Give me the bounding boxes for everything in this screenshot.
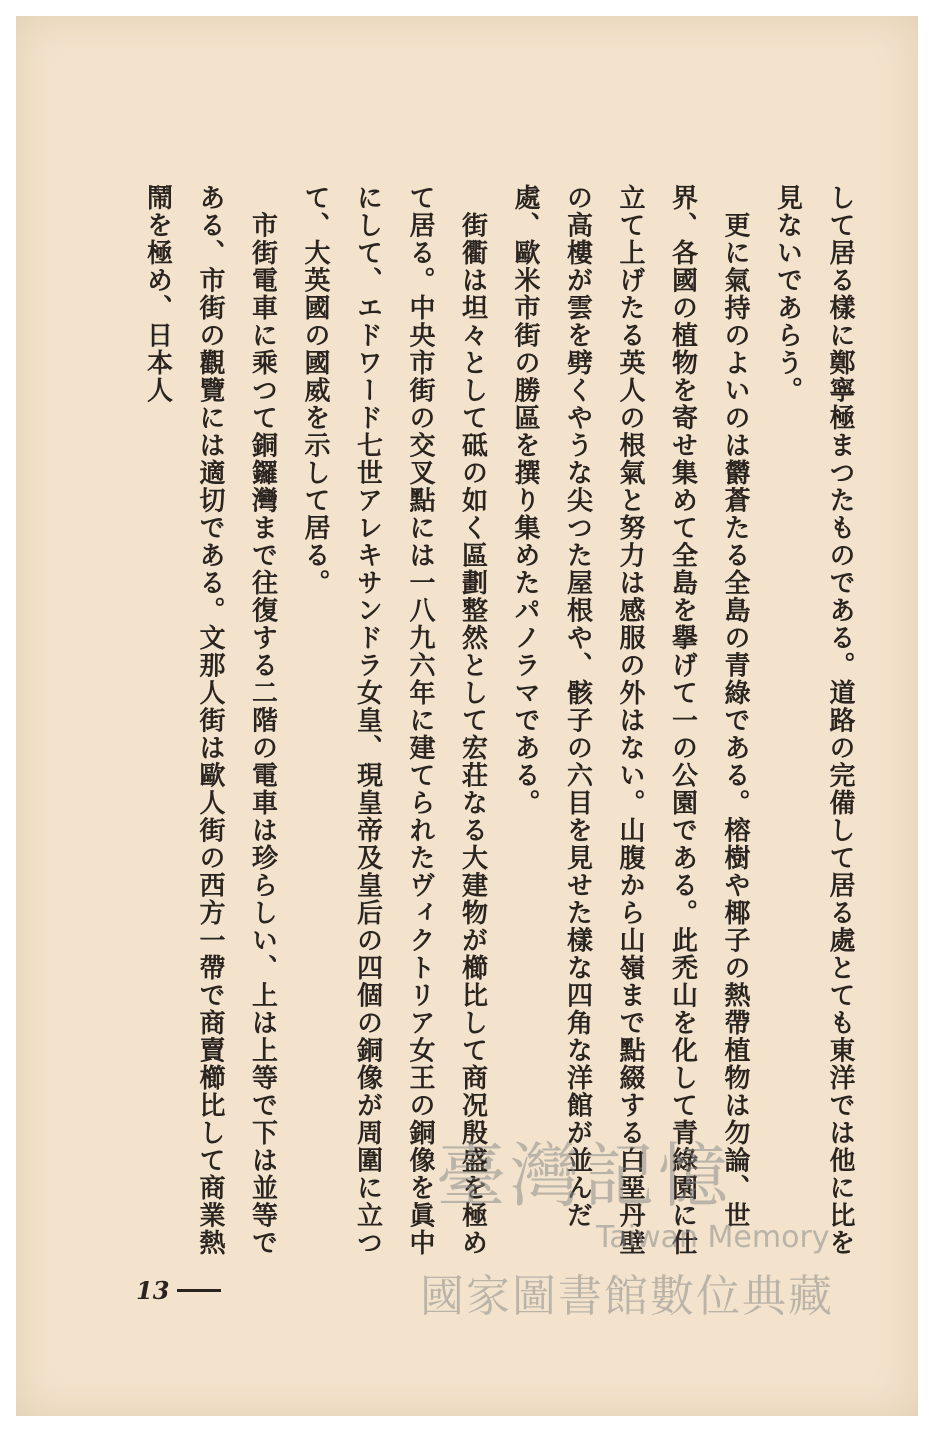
paragraph-1: して居る樣に鄭寧極まつたものである。道路の完備して居る處とても東洋では他に比を見ないであらう。: [772, 184, 855, 1257]
watermark-org: 國家圖書館數位典藏: [420, 1271, 834, 1322]
page-folio: [136, 1276, 221, 1305]
watermark: [416, 1120, 876, 1322]
paragraph-2: 更に氣持のよいのは欝蒼たる全島の青綠である。榕樹や椰子の熱帶植物は勿論、世界、各國の植物を寄せ集めて全島を擧げて一の公園である。此禿山を化して青綠園に仕立て上げたる英人の根氣と努力は感服の外はない。山腹から山嶺まで點綴する白堊丹壁の高樓が雲を劈くやうな尖つた屋根や、骸子の六目を見せた樣な四角な洋館が並んだ處、歐米市街の勝區を撰り集めたパノラマである。: [510, 184, 750, 1257]
page-number: 13: [136, 1276, 170, 1305]
watermark-logo: 臺灣記憶: [436, 1135, 732, 1217]
watermark-english: Taiwan Memory: [596, 1220, 830, 1255]
paragraph-4: 市街電車に乘つて銅鑼灣まで往復する二階の電車は珍らしい、上は上等で下は並等である、市街の觀覽には適切である。文那人街は歐人街の西方一帶で商賣櫛比して商業熱鬧を極め、日本人: [142, 184, 278, 1257]
paragraph-3: 街衢は坦々として砥の如く區劃整然として宏荘なる大建物が櫛比して商况殷盛を極めて居る。中央市街の交叉點には一八九六年に建てられたヴィクトリア女王の銅像を眞中にして、エドワード七世アレキサンドラ女皇、現皇帝及皇后の四個の銅像が周圍に立つて、大英國の國威を示して居る。: [300, 184, 488, 1257]
folio-rule: [177, 1289, 221, 1292]
vertical-text-body: [142, 184, 866, 1274]
